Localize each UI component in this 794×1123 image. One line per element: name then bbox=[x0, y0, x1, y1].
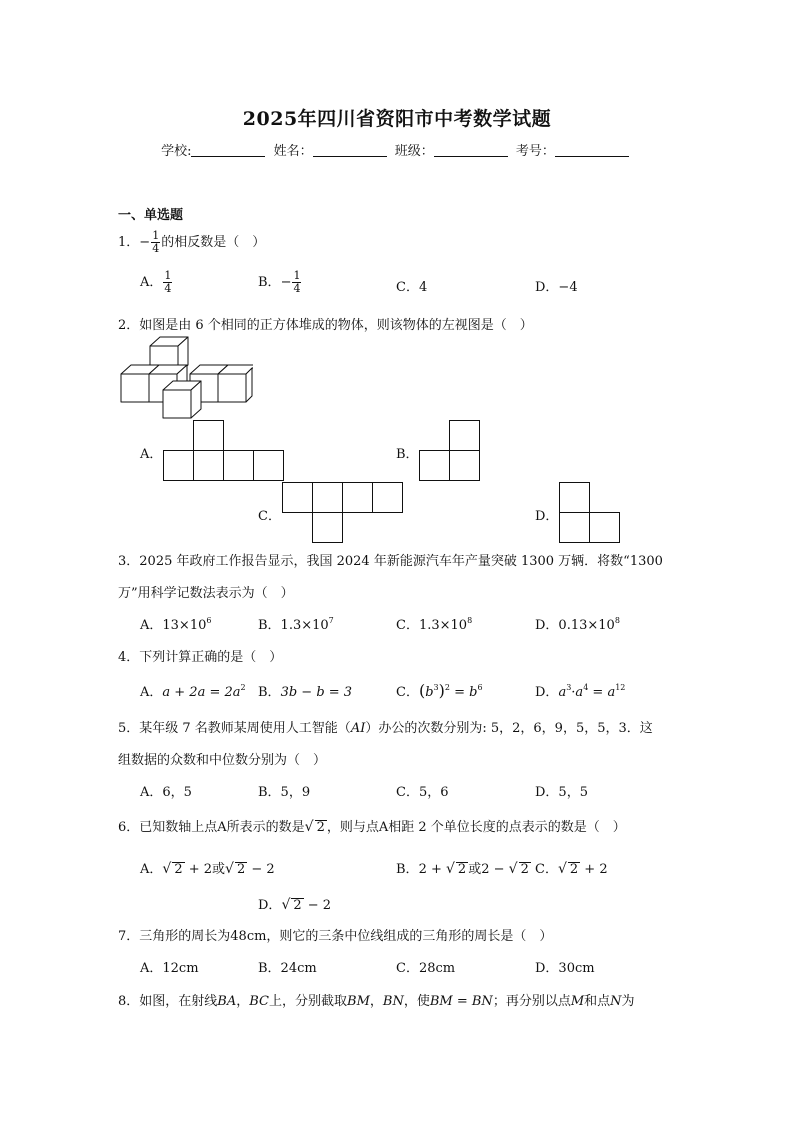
radicand: 2 bbox=[293, 898, 302, 913]
student-info-line bbox=[0, 140, 794, 159]
question-3-line-2: 万”用科学记数法表示为（ ） bbox=[118, 586, 294, 601]
option-label: B． bbox=[258, 685, 281, 700]
expression: − 2 bbox=[303, 898, 332, 913]
radicand: 2 bbox=[457, 862, 467, 877]
question-text: 的相反数是（ ） bbox=[161, 235, 266, 250]
math-term: AI bbox=[350, 721, 366, 736]
exponent: 3 bbox=[433, 683, 439, 692]
math-term: BM = BN bbox=[429, 994, 493, 1009]
exponent: 8 bbox=[614, 616, 620, 625]
option-d[interactable]: D．5，5 bbox=[535, 785, 588, 800]
option-label: D． bbox=[258, 898, 282, 913]
exponent: 2 bbox=[444, 683, 450, 692]
exponent: 6 bbox=[477, 683, 483, 692]
option-label: C． bbox=[535, 862, 558, 877]
base: a bbox=[558, 685, 567, 700]
option-a[interactable] bbox=[140, 858, 275, 877]
option-a[interactable]: A．12cm bbox=[140, 961, 199, 976]
option-label: B． bbox=[396, 862, 419, 877]
denominator: 4 bbox=[152, 242, 160, 255]
radical-sign: √ bbox=[557, 861, 567, 877]
expression: 或2 − bbox=[468, 862, 509, 877]
option-d[interactable]: D． bbox=[535, 509, 559, 524]
option-d-view[interactable] bbox=[559, 482, 621, 543]
question-text: 8．如图，在射线 bbox=[118, 994, 218, 1009]
minus-sign: − bbox=[280, 275, 292, 290]
question-text: ， bbox=[236, 994, 250, 1009]
option-c[interactable]: C．5，6 bbox=[396, 785, 449, 800]
name-blank[interactable] bbox=[313, 143, 387, 157]
option-c[interactable] bbox=[535, 858, 608, 877]
numerator: 1 bbox=[152, 229, 160, 242]
option-label: A． bbox=[140, 685, 163, 700]
option-text: C．1.3×10 bbox=[396, 618, 468, 633]
question-3-line-1: 3．2025 年政府工作报告显示，我国 2024 年新能源汽车年产量突破 1300 万辆．将数“1300 bbox=[118, 554, 663, 569]
expression: − 2 bbox=[247, 862, 275, 877]
exponent: 6 bbox=[206, 616, 212, 625]
option-text: A．13×10 bbox=[140, 618, 207, 633]
option-label: D． bbox=[535, 685, 559, 700]
exponent: 12 bbox=[615, 683, 626, 692]
radical-sign: √ bbox=[508, 861, 518, 877]
option-a[interactable]: A．6，5 bbox=[140, 785, 192, 800]
question-5-line-1 bbox=[118, 717, 653, 736]
base: b bbox=[425, 685, 434, 700]
expression: = a bbox=[588, 685, 616, 700]
denominator: 4 bbox=[293, 282, 301, 295]
question-text: 和点 bbox=[584, 994, 611, 1009]
name-label: 姓名： bbox=[273, 144, 313, 159]
exponent: 8 bbox=[467, 616, 473, 625]
radicand: 2 bbox=[174, 862, 183, 877]
option-d[interactable] bbox=[535, 614, 620, 633]
math-term: BC bbox=[249, 994, 269, 1009]
radical-sign: √ bbox=[162, 861, 172, 877]
question-text: ，使 bbox=[403, 994, 430, 1009]
radical-sign: √ bbox=[281, 897, 291, 913]
exponent: 3 bbox=[566, 683, 572, 692]
question-text: ，则与点A相距 2 个单位长度的点表示的数是（ ） bbox=[326, 820, 626, 835]
question-5-line-2: 组数据的众数和中位数分别为（ ） bbox=[118, 753, 327, 768]
numerator: 1 bbox=[164, 269, 172, 282]
option-a[interactable] bbox=[140, 681, 246, 700]
class-label: 班级： bbox=[394, 144, 434, 159]
fraction bbox=[163, 270, 172, 295]
expression: = b bbox=[449, 685, 478, 700]
question-number: 1． bbox=[118, 235, 140, 250]
class-blank[interactable] bbox=[434, 143, 508, 157]
option-a-view[interactable] bbox=[163, 420, 285, 481]
option-a[interactable] bbox=[140, 270, 173, 295]
radical-sign: √ bbox=[304, 819, 314, 835]
option-b-view[interactable] bbox=[419, 420, 481, 481]
fraction bbox=[151, 230, 160, 255]
exponent: 2 bbox=[240, 683, 246, 692]
exponent: 7 bbox=[328, 616, 334, 625]
radical-sign: √ bbox=[446, 861, 455, 877]
math-term: BM bbox=[347, 994, 370, 1009]
exam-number-label: 考号： bbox=[515, 144, 555, 159]
question-text: 为 bbox=[621, 994, 635, 1009]
option-b[interactable] bbox=[258, 270, 302, 295]
question-8 bbox=[118, 990, 635, 1009]
option-b[interactable]: B． bbox=[396, 447, 419, 462]
option-text: D．0.13×10 bbox=[535, 618, 615, 633]
option-label: A． bbox=[140, 862, 163, 877]
numerator: 1 bbox=[293, 269, 301, 282]
math-term: BN bbox=[382, 994, 404, 1009]
option-label: B． bbox=[258, 275, 281, 290]
math-term: BA bbox=[217, 994, 237, 1009]
expression: a + 2a = 2a bbox=[162, 685, 241, 700]
option-text: B．1.3×10 bbox=[258, 618, 329, 633]
option-d[interactable] bbox=[535, 681, 625, 700]
fraction bbox=[292, 270, 301, 295]
cube-stack-figure bbox=[118, 334, 253, 420]
section-heading: 一、单选题 bbox=[118, 208, 184, 223]
option-a[interactable]: A． bbox=[140, 447, 163, 462]
question-2: 2．如图是由 6 个相同的正方体堆成的物体，则该物体的左视图是（ ） bbox=[118, 318, 533, 333]
question-text: ；再分别以点 bbox=[492, 994, 571, 1009]
option-b[interactable] bbox=[396, 858, 531, 877]
school-blank[interactable] bbox=[191, 143, 265, 157]
option-c[interactable]: C．28cm bbox=[396, 961, 456, 976]
expression: 3b − b = 3 bbox=[280, 685, 353, 700]
option-b[interactable]: B．5，9 bbox=[258, 785, 311, 800]
question-text: ）办公的次数分别为: 5，2，6，9，5，5，3．这 bbox=[365, 721, 653, 736]
question-text: 5．某年级 7 名教师某周使用人工智能（ bbox=[118, 721, 351, 736]
question-4: 4．下列计算正确的是（ ） bbox=[118, 650, 283, 665]
option-c[interactable]: C． bbox=[258, 509, 281, 524]
radicand: 2 bbox=[316, 820, 325, 835]
school-label: 学校: bbox=[161, 144, 192, 159]
question-1 bbox=[118, 230, 265, 255]
option-a[interactable] bbox=[140, 614, 211, 633]
option-label: C． bbox=[396, 685, 419, 700]
expression: 2 + bbox=[418, 862, 446, 877]
question-text: ， bbox=[369, 994, 383, 1009]
radicand: 2 bbox=[236, 862, 246, 877]
option-d[interactable] bbox=[258, 894, 331, 913]
page-title: 2025年四川省资阳市中考数学试题 bbox=[242, 108, 552, 130]
expression: ·a bbox=[571, 685, 584, 700]
expression: + 2 bbox=[580, 862, 608, 877]
radicand: 2 bbox=[569, 862, 579, 877]
math-term: M bbox=[570, 994, 585, 1009]
option-c[interactable]: C．4 bbox=[396, 280, 428, 295]
option-c[interactable]: C．$(b^3)^2 = b^6$ bbox=[396, 681, 483, 700]
option-d[interactable]: D．−4 bbox=[535, 280, 578, 295]
question-7: 7．三角形的周长为48cm，则它的三条中位线组成的三角形的周长是（ ） bbox=[118, 929, 553, 944]
option-b[interactable]: B．24cm bbox=[258, 961, 317, 976]
option-c-view[interactable] bbox=[282, 482, 404, 543]
exponent: 4 bbox=[583, 683, 589, 692]
option-b[interactable] bbox=[258, 614, 334, 633]
option-label: A． bbox=[140, 275, 163, 290]
minus-sign: − bbox=[139, 235, 151, 250]
question-text: 上，分别截取 bbox=[269, 994, 348, 1009]
math-term: N bbox=[610, 994, 622, 1009]
option-c[interactable] bbox=[396, 614, 472, 633]
question-6 bbox=[118, 816, 626, 835]
option-b[interactable] bbox=[258, 681, 352, 700]
radical-sign: √ bbox=[225, 861, 234, 877]
question-text: 6．已知数轴上点A所表示的数是 bbox=[118, 820, 305, 835]
denominator: 4 bbox=[164, 282, 172, 295]
radicand: 2 bbox=[520, 862, 529, 877]
exam-number-blank[interactable] bbox=[555, 143, 629, 157]
option-d[interactable]: D．30cm bbox=[535, 961, 595, 976]
expression: + 2或 bbox=[184, 862, 226, 877]
